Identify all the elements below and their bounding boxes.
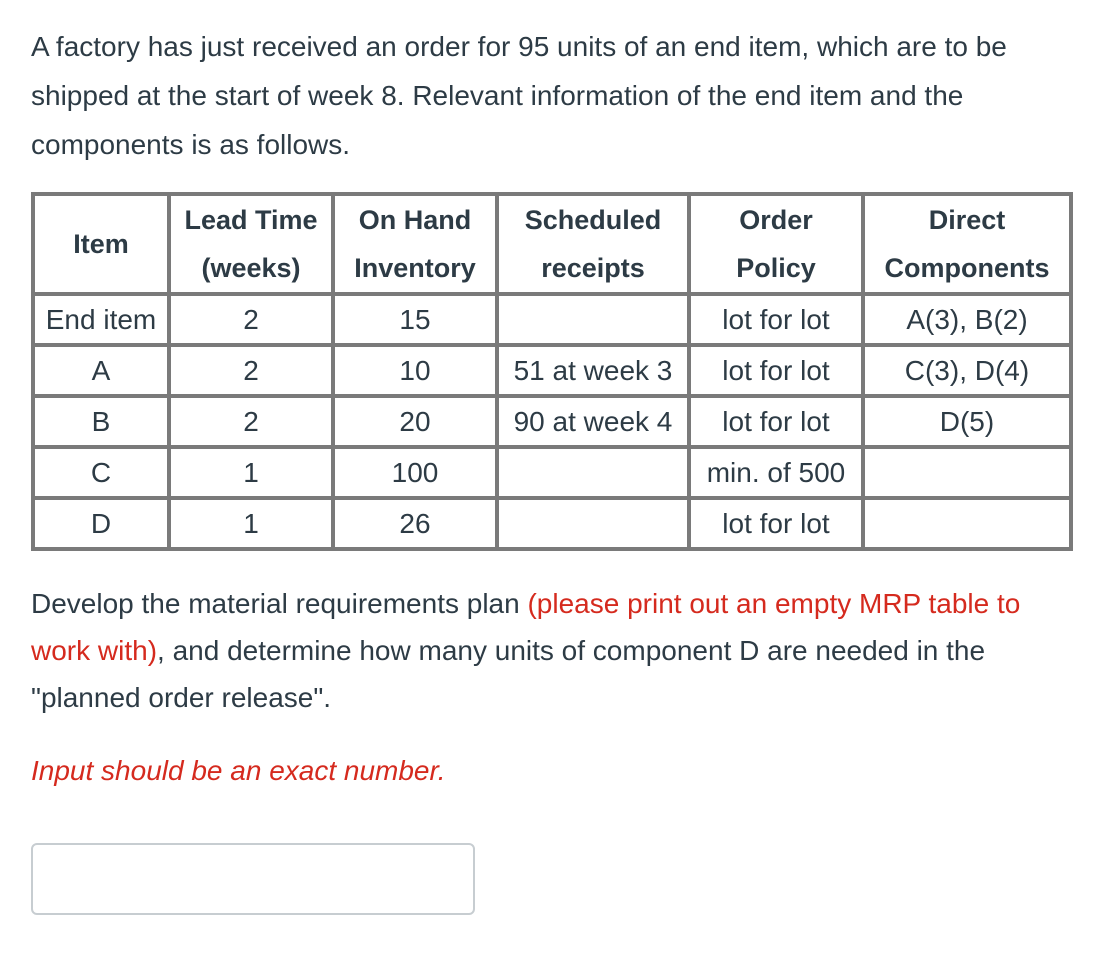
cell-on-hand: 10 [333,345,497,396]
cell-components: A(3), B(2) [863,294,1071,345]
cell-lead-time: 1 [169,498,333,549]
cell-scheduled: 90 at week 4 [497,396,689,447]
cell-on-hand: 26 [333,498,497,549]
header-on-hand: On Hand Inventory [333,194,497,294]
table-row [33,294,1071,345]
cell-policy: lot for lot [689,396,863,447]
table-row [33,345,1071,396]
cell-policy: lot for lot [689,498,863,549]
table-row [33,498,1071,549]
cell-on-hand: 20 [333,396,497,447]
cell-item: End item [33,294,169,345]
cell-scheduled [497,447,689,498]
cell-policy: lot for lot [689,294,863,345]
cell-components: D(5) [863,396,1071,447]
cell-lead-time: 2 [169,345,333,396]
header-lead-time: Lead Time (weeks) [169,194,333,294]
question-prompt [31,580,1071,721]
prompt-red-note: (please print out an empty MRP table to work with) [31,588,1021,666]
cell-on-hand: 100 [333,447,497,498]
cell-item: A [33,345,169,396]
cell-on-hand: 15 [333,294,497,345]
header-scheduled-receipts: Scheduled receipts [497,194,689,294]
question-text [31,22,1071,169]
cell-policy: lot for lot [689,345,863,396]
cell-lead-time: 1 [169,447,333,498]
cell-item: C [33,447,169,498]
cell-lead-time: 2 [169,294,333,345]
prompt-text-start: Develop the material requirements plan [31,588,528,619]
answer-input[interactable] [31,843,475,915]
cell-policy: min. of 500 [689,447,863,498]
cell-lead-time: 2 [169,396,333,447]
cell-scheduled [497,294,689,345]
table-row [33,396,1071,447]
input-hint: Input should be an exact number. [31,755,446,786]
header-order-policy: Order Policy [689,194,863,294]
table-header-row [33,194,1071,294]
header-direct-components: Direct Components [863,194,1071,294]
cell-components [863,498,1071,549]
cell-components [863,447,1071,498]
question-intro: A factory has just received an order for 95 units of an end item, which are to be shipped at the start of week 8. Relevant information of the end item and the components is as follows. [31,31,1007,160]
item-data-table [31,192,1073,551]
header-item: Item [33,194,169,294]
table-row [33,447,1071,498]
cell-item: D [33,498,169,549]
cell-scheduled [497,498,689,549]
prompt-text-end: , and determine how many units of component D are needed in the "planned order release". [31,635,986,713]
cell-scheduled: 51 at week 3 [497,345,689,396]
cell-item: B [33,396,169,447]
cell-components: C(3), D(4) [863,345,1071,396]
